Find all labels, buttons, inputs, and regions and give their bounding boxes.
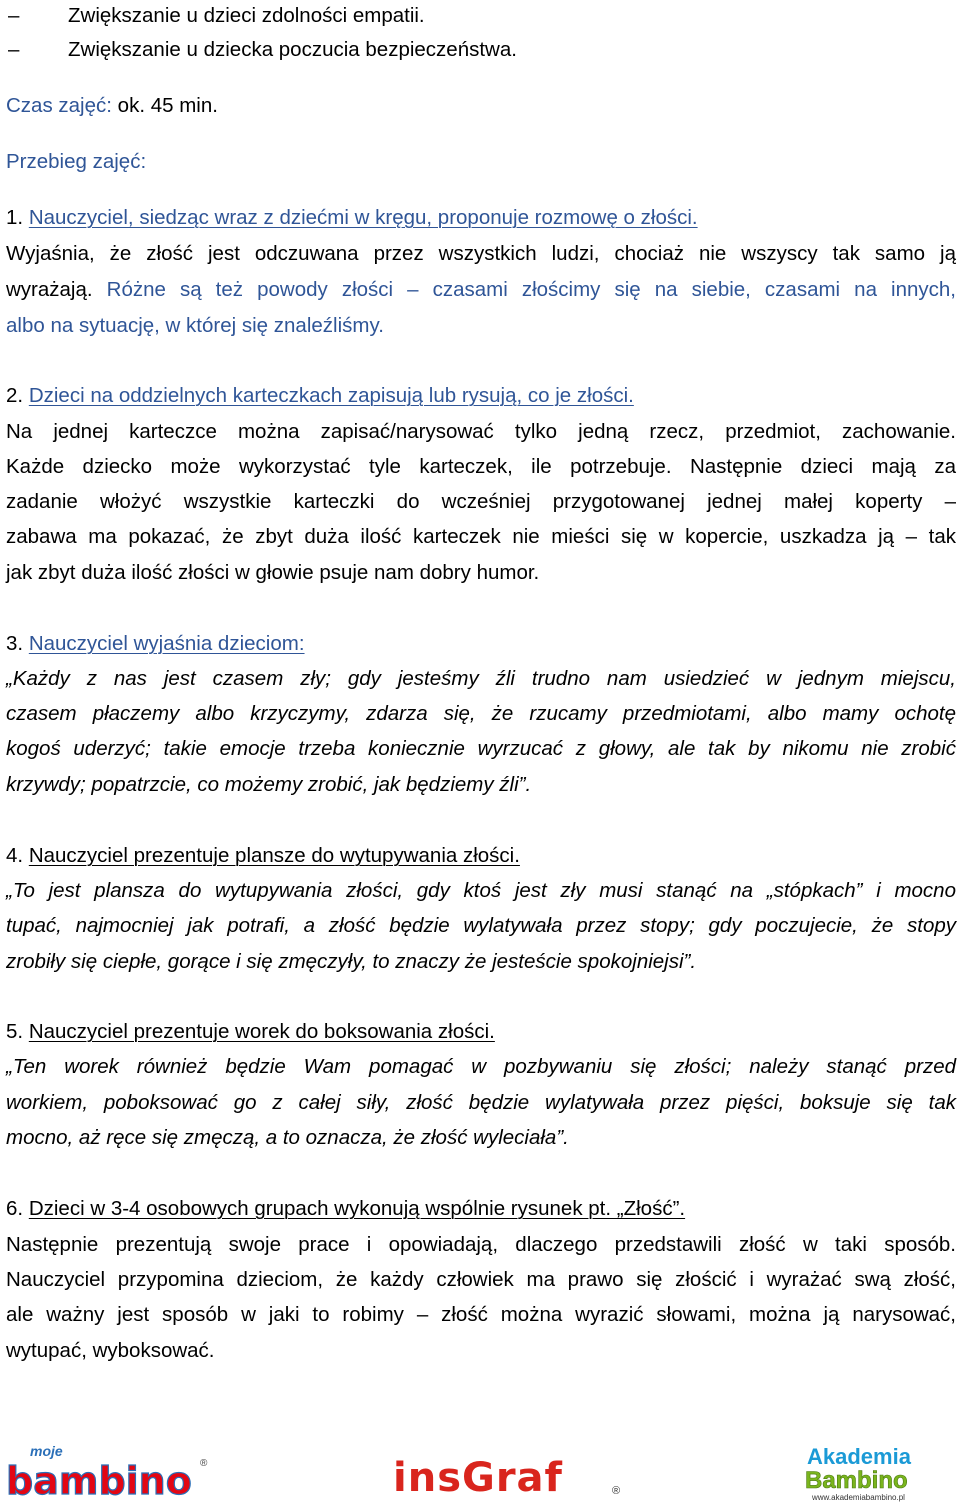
paragraph-line: Każde dziecko może wykorzystać tyle karteczek, ile potrzebuje. Następnie dzieci mają za	[6, 455, 956, 478]
akademia-bambino-logo	[805, 1444, 912, 1502]
time-label: Czas zajęć:	[6, 94, 112, 117]
bullet-dash: –	[8, 4, 20, 27]
quote-line: tupać, najmocniej jak potrafi, a złość będzie wylatywała przez stopy; gdy poczujecie, że stopy	[6, 914, 956, 937]
step-heading	[6, 380, 956, 412]
step-heading	[6, 628, 956, 660]
step-heading	[6, 1016, 956, 1048]
svg-text:www.akademiabambino.pl: www.akademiabambino.pl	[812, 1493, 905, 1502]
step-title: Nauczyciel prezentuje worek do boksowania złości.	[28, 1020, 495, 1043]
svg-text:moje: moje	[30, 1443, 63, 1459]
step-title: Nauczyciel prezentuje plansze do wytupywania złości.	[28, 844, 520, 867]
time-value: ok. 45 min.	[117, 94, 218, 117]
step-heading	[6, 202, 956, 234]
svg-text:insGraf: insGraf	[393, 1455, 563, 1501]
quote-line: workiem, poboksować go z całej siły, złość będzie wylatywała przez pięści, boksuje się tak	[6, 1091, 956, 1114]
step-number: 6.	[6, 1197, 24, 1220]
goal-item: – Zwiększanie u dziecka poczucia bezpieczeństwa.	[6, 34, 956, 66]
moje-bambino-logo	[6, 1443, 208, 1503]
paragraph-line: ale ważny jest sposób w jaki to robimy – złość można wyrazić słowami, można ją narysować,	[6, 1303, 956, 1326]
step-title: Dzieci w 3-4 osobowych grupach wykonują wspólnie rysunek pt. „Złość”.	[28, 1197, 686, 1220]
course-heading: Przebieg zajęć:	[6, 150, 147, 173]
svg-text:Akademia: Akademia	[807, 1444, 911, 1469]
svg-text:®: ®	[200, 1458, 208, 1469]
paragraph-line: Na jednej karteczce można zapisać/narysować tylko jedną rzecz, przedmiot, zachowanie.	[6, 420, 956, 443]
step-number: 4.	[6, 844, 24, 867]
bullet-dash: –	[8, 38, 20, 61]
svg-text:Bambino: Bambino	[805, 1467, 908, 1494]
paragraph-line: Następnie prezentują swoje prace i opowiadają, dlaczego przedstawili złość w taki sposób.	[6, 1233, 956, 1256]
quote-line: kogoś uderzyć; takie emocje trzeba koniecznie wyrzucać z głowy, ale tak by nikomu nie zrobić	[6, 737, 956, 760]
quote-line: „To jest plansza do wytupywania złości, gdy ktoś jest zły musi stanąć na „stópkach” i mocno	[6, 879, 956, 902]
paragraph-line: albo na sytuację, w której się znaleźliśmy.	[6, 314, 384, 337]
goal-item: – Zwiększanie u dzieci zdolności empatii.	[6, 0, 956, 32]
paragraph-line: zadanie włożyć wszystkie karteczki do wcześniej przygotowanej jednej małej koperty –	[6, 490, 956, 513]
quote-line: czasem płaczemy albo krzyczymy, zdarza się, że rzucamy przedmiotami, albo mamy ochotę	[6, 702, 956, 725]
step-title: Dzieci na oddzielnych karteczkach zapisują lub rysują, co je złości.	[28, 384, 634, 407]
paragraph-line: Nauczyciel przypomina dzieciom, że każdy człowiek ma prawo się złościć i wyrażać swą złość,	[6, 1268, 956, 1291]
paragraph-line: wyrażają. Różne są też powody złości – czasami złościmy się na siebie, czasami na innych,	[6, 278, 956, 301]
step-number: 5.	[6, 1020, 24, 1043]
step-number: 3.	[6, 632, 24, 655]
quote-line: zrobiły się ciepłe, gorące i się zmęczyły, to znaczy że jesteście spokojniejsi”.	[6, 950, 697, 973]
quote-line: „Każdy z nas jest czasem zły; gdy jesteśmy źli trudno nam usiedzieć w jednym miejscu,	[6, 667, 956, 690]
quote-line: „Ten worek również będzie Wam pomagać w pozbywaniu się złości; należy stanąć przed	[6, 1055, 956, 1078]
insgraf-logo	[393, 1455, 620, 1501]
paragraph-line: wytupać, wyboksować.	[6, 1339, 215, 1362]
svg-text:bambino: bambino	[6, 1459, 192, 1503]
step-title: Nauczyciel wyjaśnia dzieciom:	[28, 632, 305, 655]
paragraph-line: zabawa ma pokazać, że zbyt duża ilość karteczek nie mieści się w kopercie, uszkadza ją – tak	[6, 525, 956, 548]
step-heading	[6, 1193, 956, 1225]
step-number: 1.	[6, 206, 24, 229]
time-line	[6, 90, 956, 122]
step-title: Nauczyciel, siedząc wraz z dziećmi w kręgu, proponuje rozmowę o złości.	[28, 206, 698, 229]
step-heading	[6, 840, 956, 872]
step-number: 2.	[6, 384, 24, 407]
paragraph-line: Wyjaśnia, że złość jest odczuwana przez wszystkich ludzi, chociaż nie wszyscy tak samo ją	[6, 242, 956, 265]
svg-text:®: ®	[612, 1485, 621, 1497]
footer-logos	[0, 1436, 960, 1504]
paragraph-line: jak zbyt duża ilość złości w głowie psuje nam dobry humor.	[6, 561, 540, 584]
quote-line: krzywdy; popatrzcie, co możemy zrobić, jak będziemy źli”.	[6, 773, 532, 796]
quote-line: mocno, aż ręce się zmęczą, a to oznacza, że złość wyleciała”.	[6, 1126, 569, 1149]
